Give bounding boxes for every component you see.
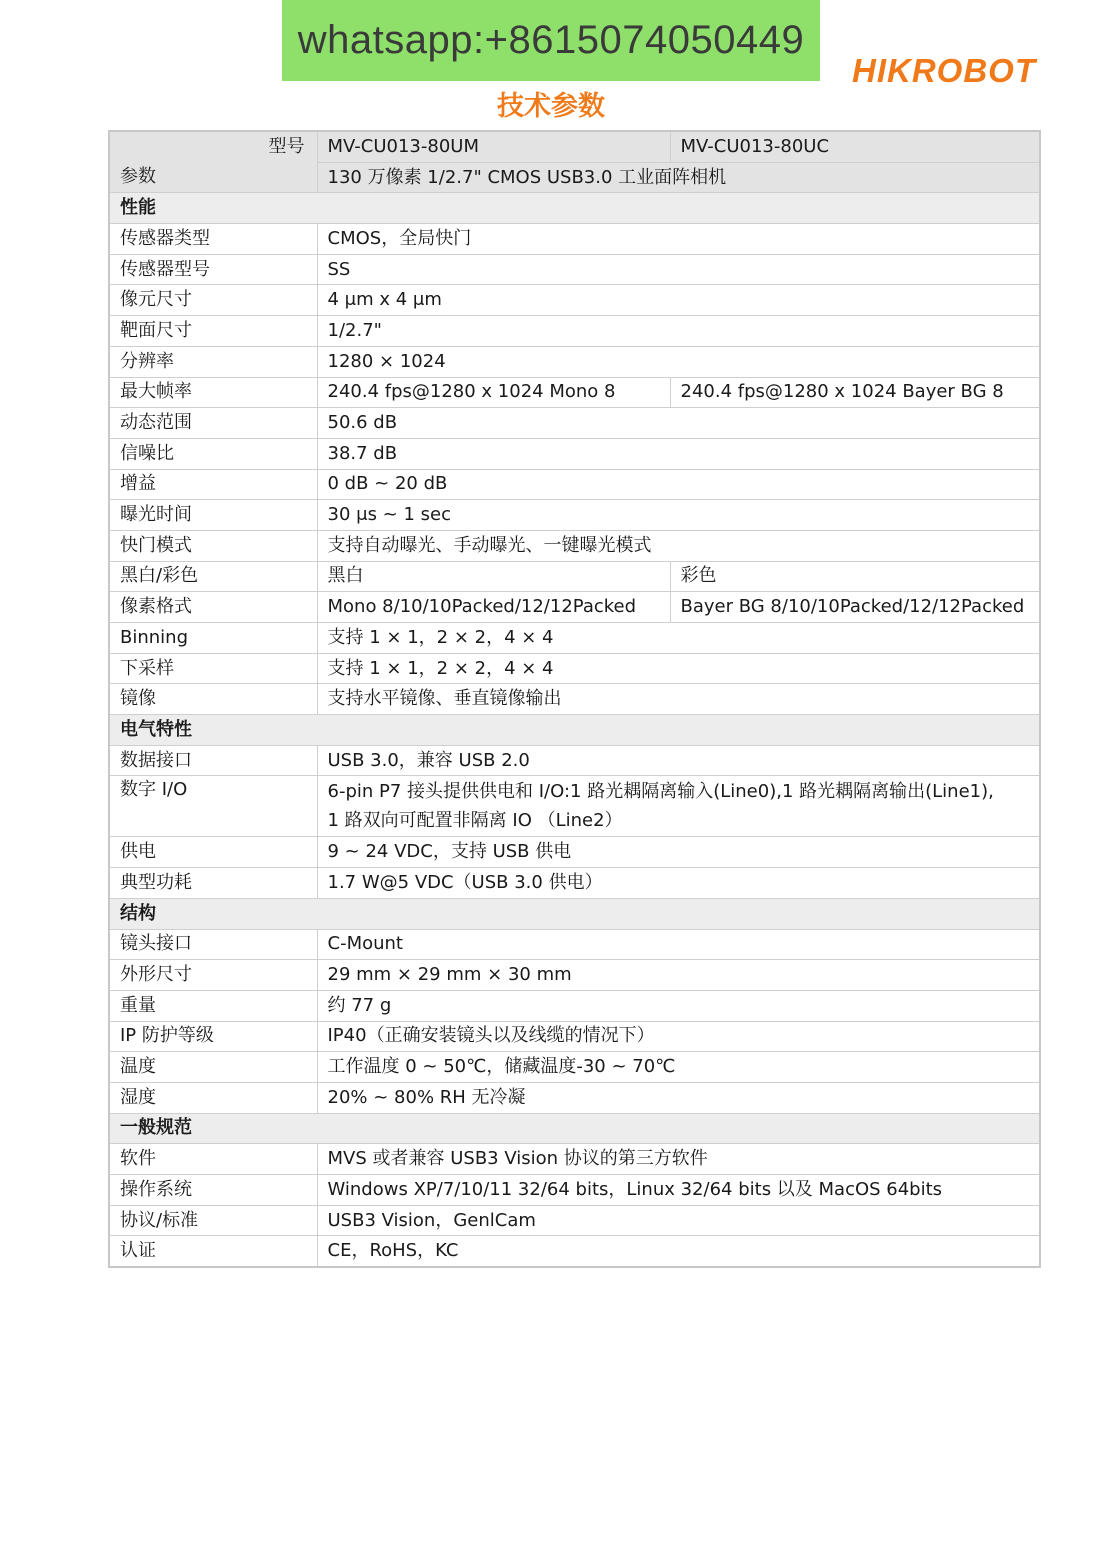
row-label: 动态范围 [109, 408, 317, 439]
digital-io-line-2: 1 路双向可配置非隔离 IO （Line2） [327, 810, 623, 832]
row-value: 1280 × 1024 [317, 346, 1040, 377]
row-value-mono: Mono 8/10/10Packed/12/12Packed [317, 592, 670, 623]
row-label: 像元尺寸 [109, 285, 317, 316]
row-label: 黑白/彩色 [109, 561, 317, 592]
row-value-mono: 240.4 fps@1280 x 1024 Mono 8 [317, 377, 670, 408]
row-value: 20% ~ 80% RH 无冷凝 [317, 1082, 1040, 1113]
digital-io-line-1: 6-pin P7 接头提供供电和 I/O:1 路光耦隔离输入(Line0),1 路光耦隔离输出(Line1), [327, 781, 994, 803]
row-value: 4 μm x 4 μm [317, 285, 1040, 316]
whatsapp-contact: whatsapp:+8615074050449 [297, 18, 805, 62]
row-value: 支持自动曝光、手动曝光、一键曝光模式 [317, 530, 1040, 561]
table-row [109, 254, 1040, 285]
row-value: 工作温度 0 ~ 50℃，储藏温度-30 ~ 70℃ [317, 1052, 1040, 1083]
row-value: C-Mount [317, 929, 1040, 960]
table-row [109, 990, 1040, 1021]
row-value: Windows XP/7/10/11 32/64 bits，Linux 32/64 bits 以及 MacOS 64bits [317, 1175, 1040, 1206]
table-row [109, 561, 1040, 592]
header-corner-cell [109, 131, 317, 193]
row-label: 湿度 [109, 1082, 317, 1113]
row-label: 传感器类型 [109, 224, 317, 255]
row-value: 1.7 W@5 VDC（USB 3.0 供电） [317, 868, 1040, 899]
row-label: 温度 [109, 1052, 317, 1083]
table-row [109, 960, 1040, 991]
table-row [109, 653, 1040, 684]
section-row [109, 715, 1040, 746]
camera-description: 130 万像素 1/2.7" CMOS USB3.0 工业面阵相机 [317, 162, 1040, 193]
row-label: 供电 [109, 837, 317, 868]
table-row [109, 438, 1040, 469]
row-value: 0 dB ~ 20 dB [317, 469, 1040, 500]
spec-table [108, 130, 1041, 1268]
row-label: 最大帧率 [109, 377, 317, 408]
row-value: IP40（正确安装镜头以及线缆的情况下） [317, 1021, 1040, 1052]
table-row [109, 316, 1040, 347]
row-label: 数字 I/O [109, 776, 317, 837]
row-label: 镜头接口 [109, 929, 317, 960]
table-row [109, 929, 1040, 960]
table-row [109, 1236, 1040, 1267]
section-performance: 性能 [109, 193, 1040, 224]
row-value: MVS 或者兼容 USB3 Vision 协议的第三方软件 [317, 1144, 1040, 1175]
row-label: 典型功耗 [109, 868, 317, 899]
table-row [109, 1144, 1040, 1175]
table-row [109, 776, 1040, 837]
row-label: 下采样 [109, 653, 317, 684]
row-label: 曝光时间 [109, 500, 317, 531]
row-label: 靶面尺寸 [109, 316, 317, 347]
section-general: 一般规范 [109, 1113, 1040, 1144]
table-row [109, 224, 1040, 255]
row-label: 操作系统 [109, 1175, 317, 1206]
row-label: 传感器型号 [109, 254, 317, 285]
table-row [109, 1021, 1040, 1052]
table-row [109, 623, 1040, 654]
section-structure: 结构 [109, 898, 1040, 929]
row-value: 1/2.7" [317, 316, 1040, 347]
row-value [317, 776, 1040, 837]
table-row [109, 1082, 1040, 1113]
section-row [109, 898, 1040, 929]
row-value: USB3 Vision，GenlCam [317, 1205, 1040, 1236]
table-row [109, 1052, 1040, 1083]
row-label: 镜像 [109, 684, 317, 715]
row-label: 信噪比 [109, 438, 317, 469]
table-row [109, 377, 1040, 408]
row-label: 像素格式 [109, 592, 317, 623]
table-row [109, 837, 1040, 868]
section-row [109, 193, 1040, 224]
table-row [109, 745, 1040, 776]
table-row [109, 346, 1040, 377]
row-value: 38.7 dB [317, 438, 1040, 469]
whatsapp-banner [282, 0, 820, 81]
table-row [109, 530, 1040, 561]
row-value: 支持 1 × 1，2 × 2，4 × 4 [317, 653, 1040, 684]
row-value-color: 240.4 fps@1280 x 1024 Bayer BG 8 [670, 377, 1040, 408]
row-label: 数据接口 [109, 745, 317, 776]
row-value: 9 ~ 24 VDC，支持 USB 供电 [317, 837, 1040, 868]
table-row [109, 868, 1040, 899]
row-value-mono: 黑白 [317, 561, 670, 592]
table-row [109, 1205, 1040, 1236]
row-label: 快门模式 [109, 530, 317, 561]
model-label: 型号 [268, 136, 305, 157]
table-row [109, 500, 1040, 531]
section-row [109, 1113, 1040, 1144]
row-value: 支持 1 × 1，2 × 2，4 × 4 [317, 623, 1040, 654]
page-title: 技术参数 [497, 91, 605, 122]
row-value: USB 3.0，兼容 USB 2.0 [317, 745, 1040, 776]
param-label: 参数 [120, 166, 156, 188]
row-label: Binning [109, 623, 317, 654]
hikrobot-logo: HIKROBOT [852, 52, 1036, 89]
row-value: 30 μs ~ 1 sec [317, 500, 1040, 531]
section-electrical: 电气特性 [109, 715, 1040, 746]
table-row [109, 592, 1040, 623]
row-value: 50.6 dB [317, 408, 1040, 439]
row-label: 增益 [109, 469, 317, 500]
model-mono: MV-CU013-80UM [317, 131, 670, 162]
row-value: 约 77 g [317, 990, 1040, 1021]
row-value-color: Bayer BG 8/10/10Packed/12/12Packed [670, 592, 1040, 623]
table-row [109, 1175, 1040, 1206]
row-label: IP 防护等级 [109, 1021, 317, 1052]
row-label: 软件 [109, 1144, 317, 1175]
row-label: 外形尺寸 [109, 960, 317, 991]
model-color: MV-CU013-80UC [670, 131, 1040, 162]
row-value: 支持水平镜像、垂直镜像输出 [317, 684, 1040, 715]
row-label: 协议/标准 [109, 1205, 317, 1236]
table-row [109, 285, 1040, 316]
table-row [109, 131, 1040, 162]
row-value-color: 彩色 [670, 561, 1040, 592]
row-value: SS [317, 254, 1040, 285]
row-label: 分辨率 [109, 346, 317, 377]
table-row [109, 469, 1040, 500]
row-value: CMOS，全局快门 [317, 224, 1040, 255]
row-value: CE，RoHS，KC [317, 1236, 1040, 1267]
row-label: 认证 [109, 1236, 317, 1267]
table-row [109, 684, 1040, 715]
row-value: 29 mm × 29 mm × 30 mm [317, 960, 1040, 991]
table-row [109, 408, 1040, 439]
row-label: 重量 [109, 990, 317, 1021]
